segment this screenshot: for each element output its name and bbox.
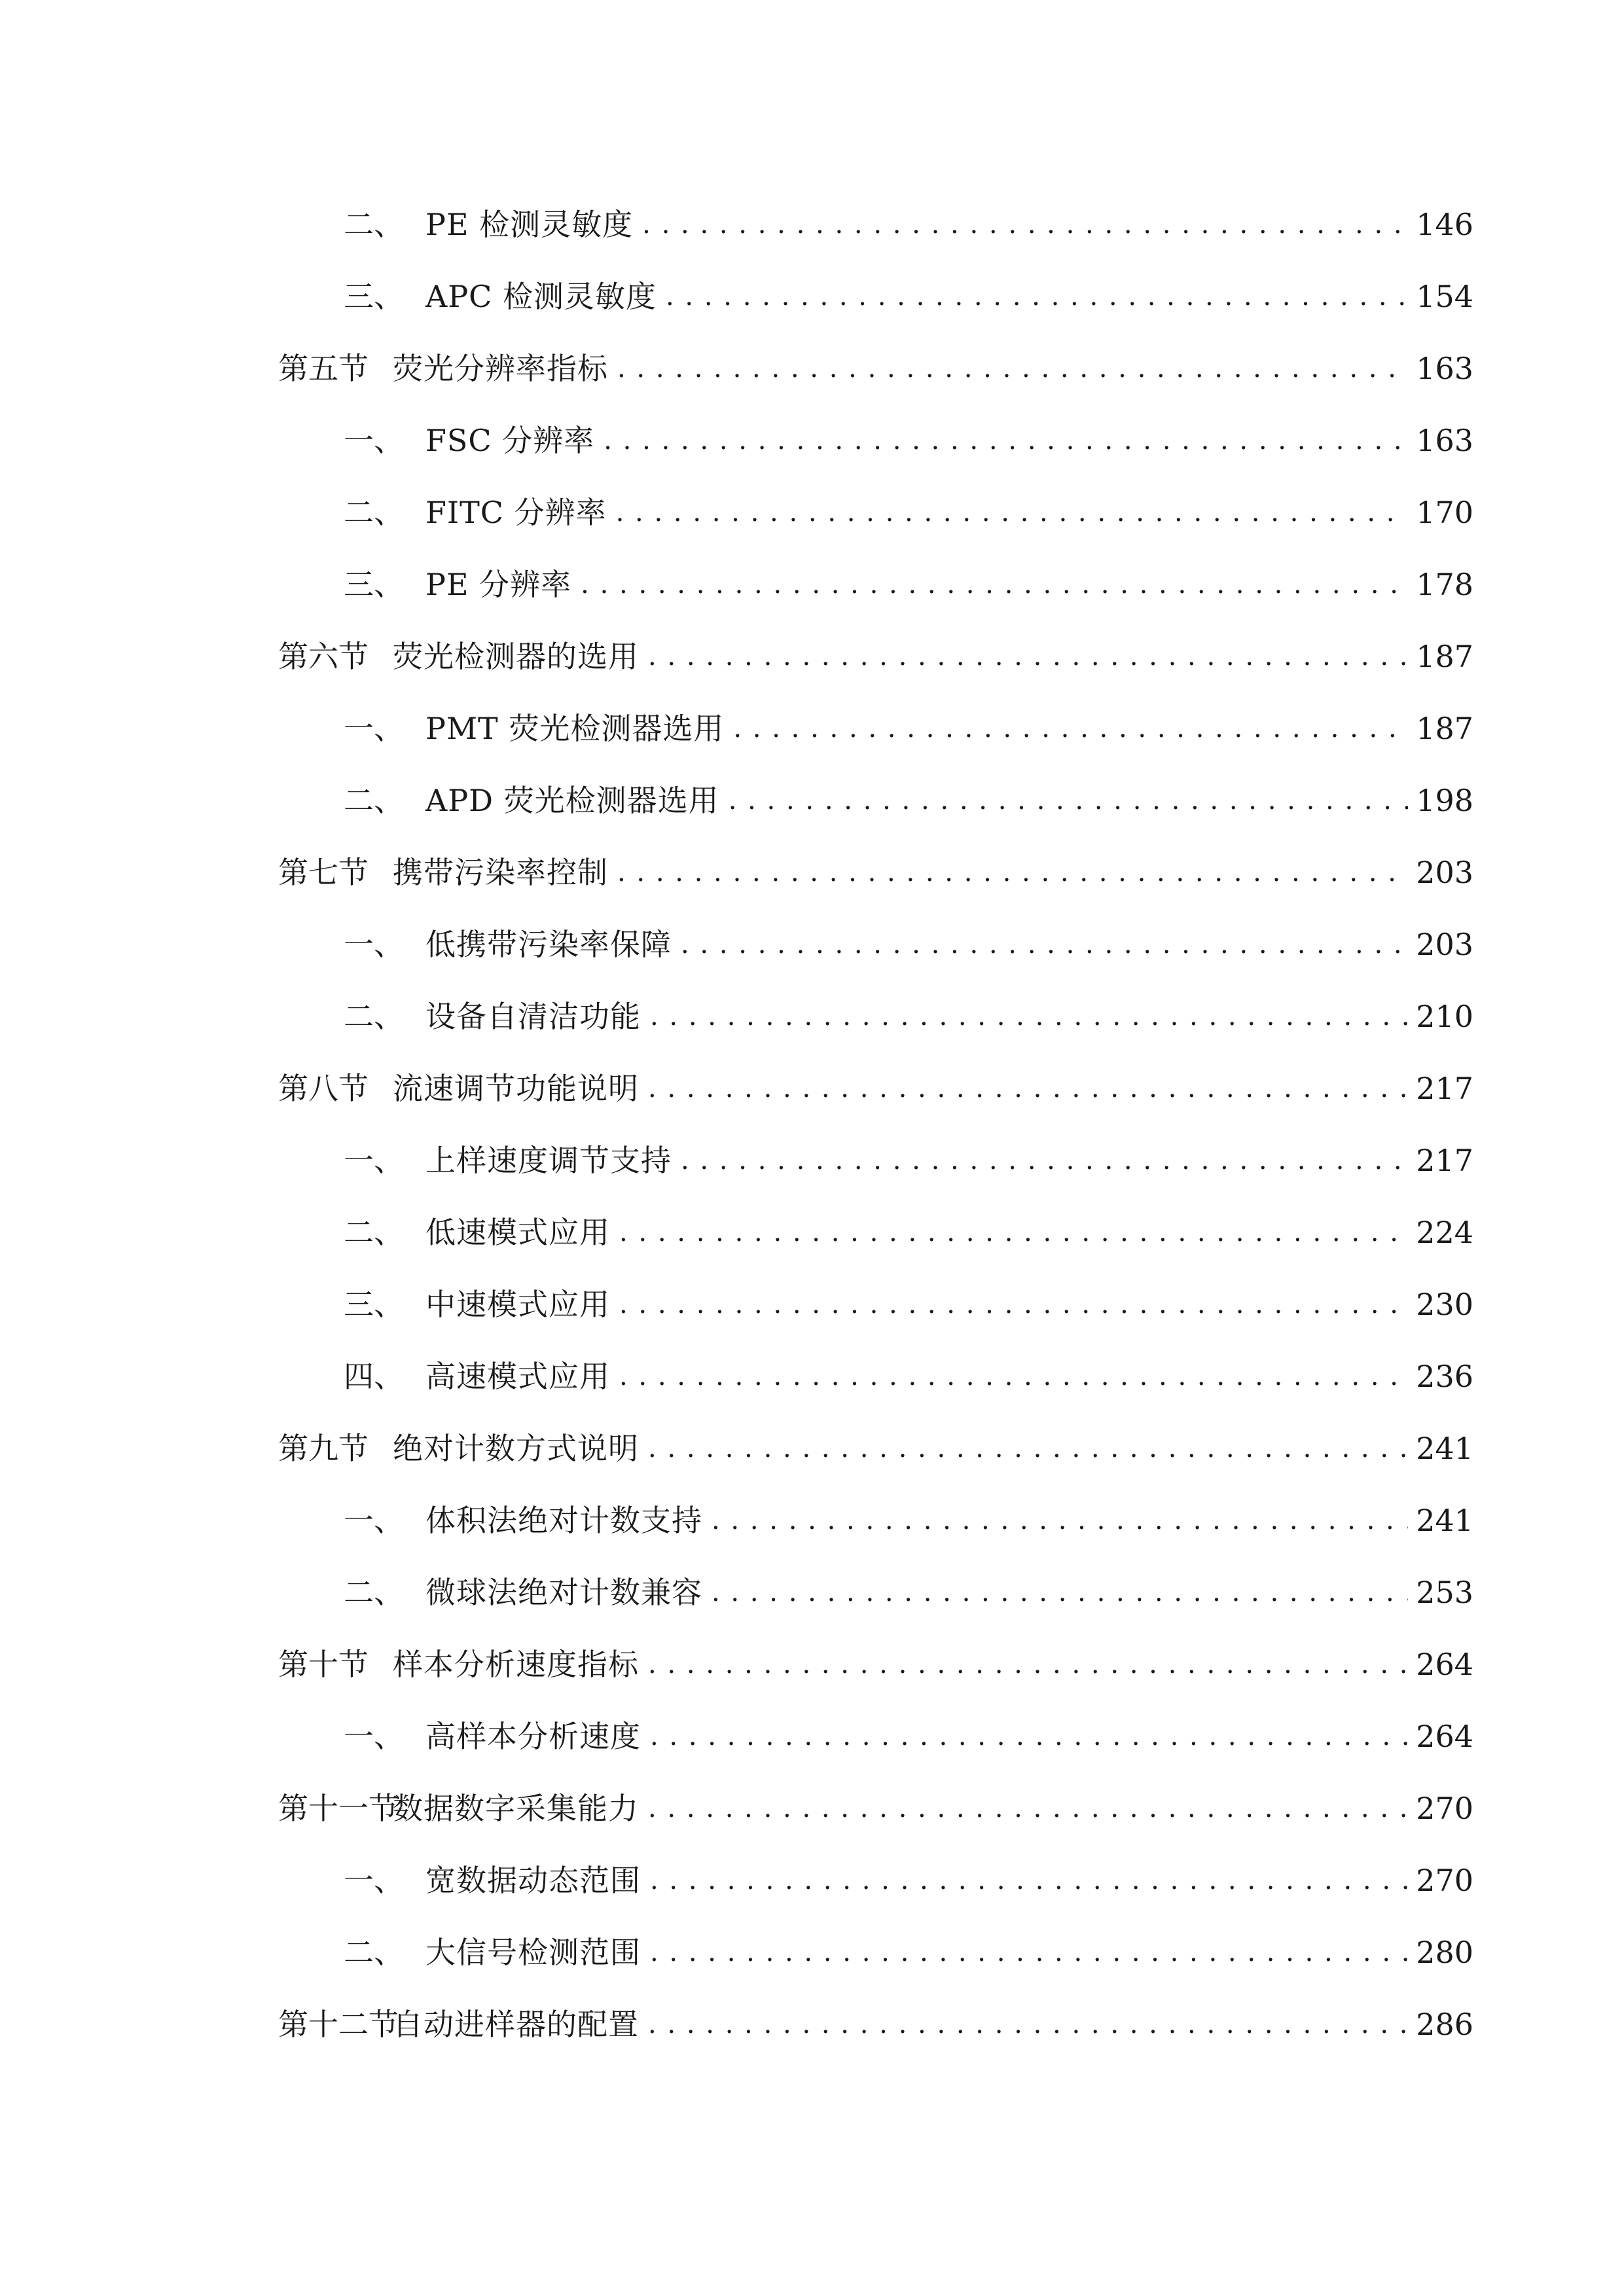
toc-entry-number: 四、 [344, 1359, 404, 1394]
toc-subsection-entry[interactable] [278, 1340, 1473, 1412]
toc-entry-page-number: 236 [1416, 1359, 1473, 1394]
toc-entry-number: 三、 [344, 1287, 404, 1322]
toc-entry-number: 二、 [344, 1215, 404, 1250]
toc-section-entry[interactable] [278, 1988, 1473, 2060]
toc-dot-leader [604, 404, 1408, 476]
toc-entry-title: 携带污染率控制 [393, 855, 608, 890]
toc-entry-number: 二、 [344, 783, 404, 818]
toc-subsection-entry[interactable] [278, 476, 1473, 548]
toc-dot-leader [681, 1124, 1408, 1196]
toc-entry-page-number: 187 [1416, 711, 1473, 746]
toc-entry-page-number: 264 [1416, 1647, 1473, 1682]
toc-entry-page-number: 163 [1416, 423, 1473, 458]
toc-entry-number: 三、 [344, 567, 404, 602]
toc-entry-title: FITC 分辨率 [425, 495, 607, 530]
toc-section-entry[interactable] [278, 1412, 1473, 1484]
toc-section-entry[interactable] [278, 1052, 1473, 1124]
toc-dot-leader [729, 764, 1409, 836]
toc-section-entry[interactable] [278, 1628, 1473, 1700]
toc-entry-title: 低速模式应用 [425, 1215, 610, 1250]
toc-dot-leader [712, 1484, 1408, 1556]
toc-section-entry[interactable] [278, 332, 1473, 404]
toc-entry-title: 高样本分析速度 [425, 1719, 641, 1754]
toc-dot-leader [642, 188, 1408, 260]
toc-entry-number: 二、 [344, 495, 404, 530]
toc-entry-number: 三、 [344, 279, 404, 314]
toc-entry-title: 自动进样器的配置 [393, 2007, 639, 2042]
toc-entry-page-number: 154 [1416, 279, 1473, 314]
toc-entry-number: 第八节 [278, 1071, 369, 1106]
toc-entry-number: 一、 [344, 1863, 404, 1898]
toc-entry-title: 数据数字采集能力 [393, 1791, 639, 1826]
toc-entry-page-number: 230 [1416, 1287, 1473, 1322]
toc-entry-title: 上样速度调节支持 [425, 1143, 672, 1178]
toc-subsection-entry[interactable] [278, 1844, 1473, 1916]
toc-entry-number: 一、 [344, 1143, 404, 1178]
toc-entry-page-number: 224 [1416, 1215, 1473, 1250]
toc-subsection-entry[interactable] [278, 908, 1473, 980]
toc-entry-title: 大信号检测范围 [425, 1935, 641, 1970]
toc-entry-title: FSC 分辨率 [425, 423, 595, 458]
toc-entry-page-number: 280 [1416, 1935, 1473, 1970]
toc-dot-leader [648, 1628, 1408, 1700]
toc-entry-number: 一、 [344, 423, 404, 458]
toc-entry-page-number: 187 [1416, 639, 1473, 674]
toc-subsection-entry[interactable] [278, 548, 1473, 620]
toc-entry-number: 第六节 [278, 639, 369, 674]
table-of-contents [278, 188, 1473, 2060]
toc-subsection-entry[interactable] [278, 1268, 1473, 1340]
toc-dot-leader [650, 1844, 1408, 1916]
toc-section-entry[interactable] [278, 620, 1473, 692]
toc-entry-number: 第七节 [278, 855, 369, 890]
toc-entry-page-number: 241 [1416, 1431, 1473, 1466]
toc-entry-page-number: 198 [1416, 783, 1473, 818]
toc-entry-title: 低携带污染率保障 [425, 927, 672, 962]
toc-entry-title: 流速调节功能说明 [393, 1071, 639, 1106]
toc-subsection-entry[interactable] [278, 188, 1473, 260]
toc-subsection-entry[interactable] [278, 1196, 1473, 1268]
toc-entry-number: 一、 [344, 1719, 404, 1754]
toc-entry-title: PE 检测灵敏度 [425, 207, 634, 242]
toc-subsection-entry[interactable] [278, 1484, 1473, 1556]
toc-subsection-entry[interactable] [278, 404, 1473, 476]
toc-entry-title: 高速模式应用 [425, 1359, 610, 1394]
toc-subsection-entry[interactable] [278, 980, 1473, 1052]
toc-entry-title: 绝对计数方式说明 [393, 1431, 639, 1466]
toc-dot-leader [650, 1916, 1408, 1988]
toc-entry-page-number: 270 [1416, 1863, 1473, 1898]
toc-entry-title: 中速模式应用 [425, 1287, 610, 1322]
toc-entry-page-number: 217 [1416, 1143, 1473, 1178]
toc-dot-leader [648, 1988, 1408, 2060]
toc-entry-number: 一、 [344, 711, 404, 746]
toc-entry-title: APD 荧光检测器选用 [425, 783, 719, 818]
toc-entry-page-number: 264 [1416, 1719, 1473, 1754]
toc-entry-page-number: 210 [1416, 999, 1473, 1034]
toc-entry-number: 第十二节 [278, 2007, 399, 2042]
toc-entry-page-number: 203 [1416, 855, 1473, 890]
toc-subsection-entry[interactable] [278, 764, 1473, 836]
toc-entry-title: 样本分析速度指标 [393, 1647, 639, 1682]
toc-dot-leader [666, 260, 1408, 332]
toc-entry-page-number: 241 [1416, 1503, 1473, 1538]
toc-entry-page-number: 253 [1416, 1575, 1473, 1610]
toc-entry-number: 第五节 [278, 351, 369, 386]
toc-entry-number: 二、 [344, 1575, 404, 1610]
toc-entry-title: APC 检测灵敏度 [425, 279, 657, 314]
toc-entry-title: 荧光分辨率指标 [393, 351, 608, 386]
toc-entry-number: 二、 [344, 999, 404, 1034]
toc-dot-leader [619, 1196, 1408, 1268]
toc-dot-leader [581, 548, 1408, 620]
toc-subsection-entry[interactable] [278, 1700, 1473, 1772]
toc-entry-title: PMT 荧光检测器选用 [425, 711, 725, 746]
toc-entry-page-number: 217 [1416, 1071, 1473, 1106]
toc-dot-leader [648, 620, 1408, 692]
toc-entry-page-number: 286 [1416, 2007, 1473, 2042]
toc-entry-number: 一、 [344, 1503, 404, 1538]
toc-dot-leader [617, 332, 1408, 404]
toc-dot-leader [617, 836, 1408, 908]
toc-entry-number: 第十节 [278, 1647, 369, 1682]
toc-entry-page-number: 146 [1416, 207, 1473, 242]
toc-dot-leader [712, 1556, 1408, 1628]
toc-subsection-entry[interactable] [278, 260, 1473, 332]
toc-dot-leader [733, 692, 1408, 764]
toc-entry-title: 微球法绝对计数兼容 [425, 1575, 702, 1610]
toc-dot-leader [648, 1772, 1408, 1844]
toc-entry-title: PE 分辨率 [425, 567, 572, 602]
toc-entry-title: 荧光检测器的选用 [393, 639, 639, 674]
toc-subsection-entry[interactable] [278, 1556, 1473, 1628]
toc-entry-number: 第十一节 [278, 1791, 399, 1826]
toc-entry-title: 体积法绝对计数支持 [425, 1503, 702, 1538]
toc-dot-leader [619, 1268, 1408, 1340]
toc-entry-title: 宽数据动态范围 [425, 1863, 641, 1898]
toc-entry-number: 二、 [344, 1935, 404, 1970]
toc-entry-page-number: 270 [1416, 1791, 1473, 1826]
toc-dot-leader [616, 476, 1409, 548]
toc-entry-page-number: 178 [1416, 567, 1473, 602]
toc-dot-leader [650, 980, 1408, 1052]
toc-entry-number: 第九节 [278, 1431, 369, 1466]
toc-entry-page-number: 203 [1416, 927, 1473, 962]
toc-subsection-entry[interactable] [278, 692, 1473, 764]
toc-dot-leader [648, 1052, 1408, 1124]
toc-dot-leader [681, 908, 1408, 980]
toc-dot-leader [650, 1700, 1408, 1772]
toc-entry-page-number: 170 [1416, 495, 1473, 530]
toc-entry-title: 设备自清洁功能 [425, 999, 641, 1034]
toc-subsection-entry[interactable] [278, 1916, 1473, 1988]
toc-dot-leader [648, 1412, 1408, 1484]
toc-entry-page-number: 163 [1416, 351, 1473, 386]
toc-subsection-entry[interactable] [278, 1124, 1473, 1196]
toc-section-entry[interactable] [278, 836, 1473, 908]
toc-dot-leader [619, 1340, 1408, 1412]
toc-entry-number: 一、 [344, 927, 404, 962]
toc-entry-number: 二、 [344, 207, 404, 242]
toc-section-entry[interactable] [278, 1772, 1473, 1844]
